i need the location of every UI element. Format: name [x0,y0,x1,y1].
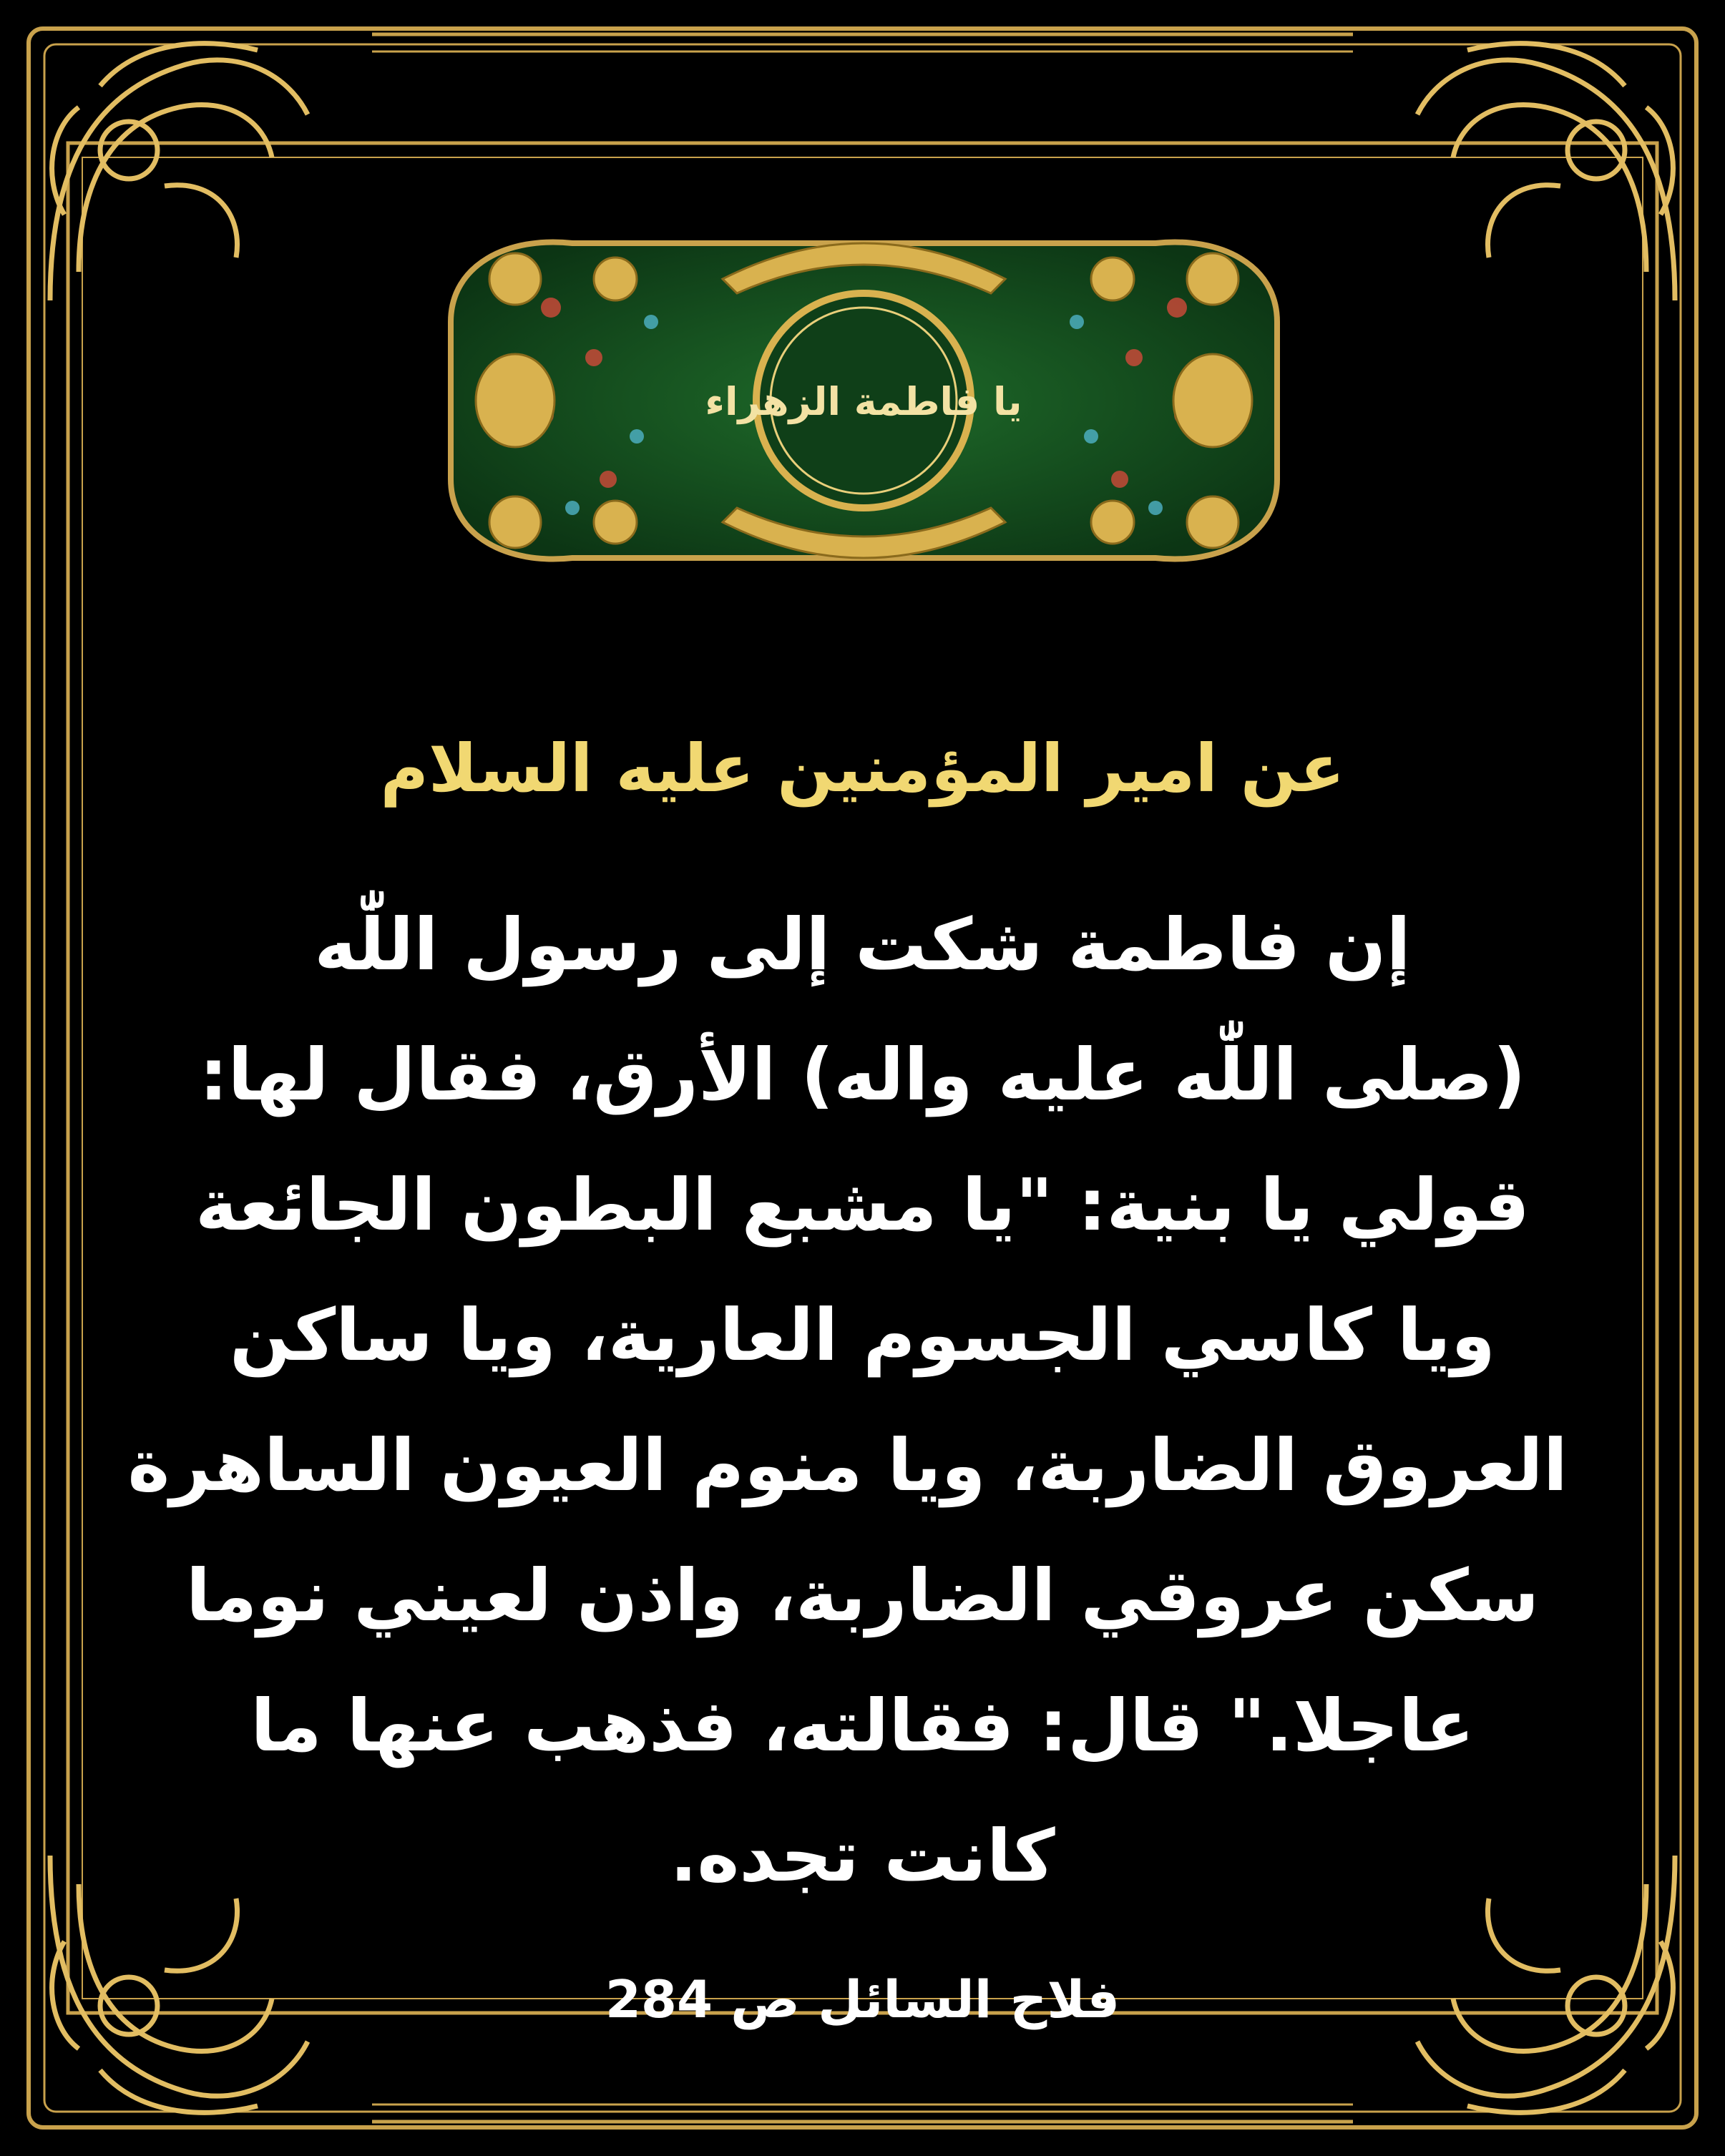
hadith-line: سكن عروقي الضاربة، واذن لعيني نوما [185,1554,1540,1637]
calligraphy-banner [408,179,1320,622]
hadith-line: كانت تجده. [670,1814,1055,1898]
hadith-line: ويا كاسي الجسوم العارية، ويا ساكن [229,1293,1496,1377]
hadith-text [127,880,1568,1921]
source-citation: فلاح السائل ص 284 [605,1969,1120,2029]
hadith-line: عاجلا." قال: فقالته، فذهب عنها ما [250,1684,1475,1768]
hadith-line: العروق الضاربة، ويا منوم العيون الساهرة [127,1424,1568,1507]
hadith-line: (صلى اللّٰه عليه واله) الأرق، فقال لها: [199,1033,1526,1117]
banner-calligraphy: يا فاطمة الزهراء [705,379,1022,424]
page-heading: عن امير المؤمنين عليه السلام [380,730,1345,807]
hadith-line: قولي يا بنية: "يا مشبع البطون الجائعة [195,1163,1530,1247]
hadith-line: إن فاطمة شكت إلى رسول اللّٰه [314,903,1411,986]
